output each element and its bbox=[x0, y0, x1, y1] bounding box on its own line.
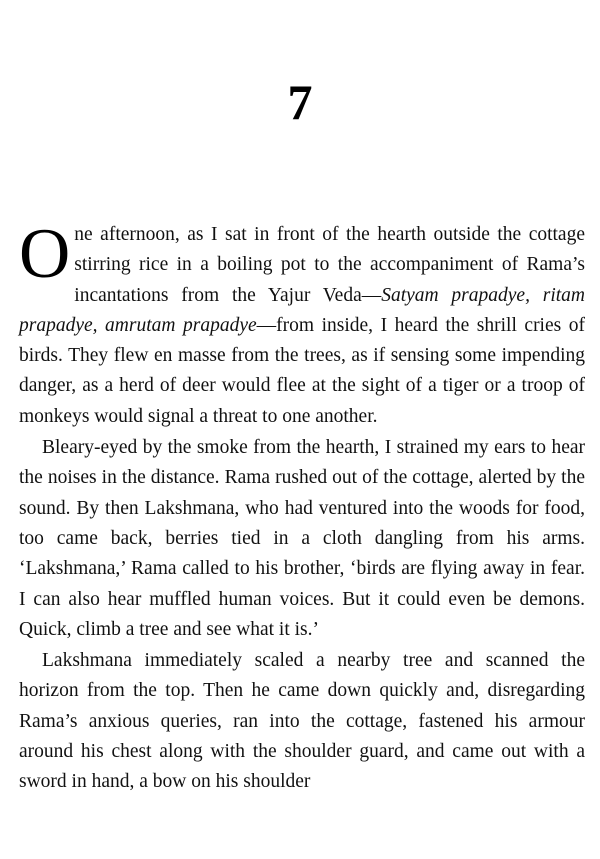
drop-cap: O bbox=[19, 215, 71, 293]
paragraph-1 bbox=[19, 215, 585, 432]
chapter-number: 7 bbox=[287, 74, 313, 130]
paragraph-1-text-b: —from inside, I heard the shrill cries of birds. They flew en masse from the trees, as if sensing some impending danger, as a herd of deer would flee at the sight of a tiger or a troop of monkeys would signal a threat to one another. bbox=[19, 314, 585, 427]
body-text bbox=[19, 215, 585, 798]
paragraph-1-mantra: Satyam prapadye, ritam prapadye, amrutam prapadye bbox=[19, 284, 585, 336]
paragraph-3: Lakshmana immediately scaled a nearby tree and scanned the horizon from the top. Then he came down quickly and, disregarding Rama’s anxious queries, ran into the cottage, fastened his armour around his chest along with the shoulder guard, and came out with a sword in hand, a bow on his shoulder bbox=[19, 650, 585, 793]
paragraph-2: Bleary-eyed by the smoke from the hearth, I strained my ears to hear the noises in the distance. Rama rushed out of the cottage, alerted by the sound. By then Lakshmana, who had ventured into the woods for food, too came back, berries tied in a cloth dangling from his arms. ‘Lakshmana,’ Rama called to his brother, ‘birds are flying away in fear. I can also hear muffled human voices. But it could even be demons. Quick, climb a tree and see what it is.’ bbox=[19, 437, 585, 640]
paragraph-1-text-a: ne afternoon, as I sat in front of the hearth outside the cottage stirring rice in a boiling pot to the accompaniment of Rama’s incantations from the Yajur Veda— bbox=[74, 224, 585, 306]
